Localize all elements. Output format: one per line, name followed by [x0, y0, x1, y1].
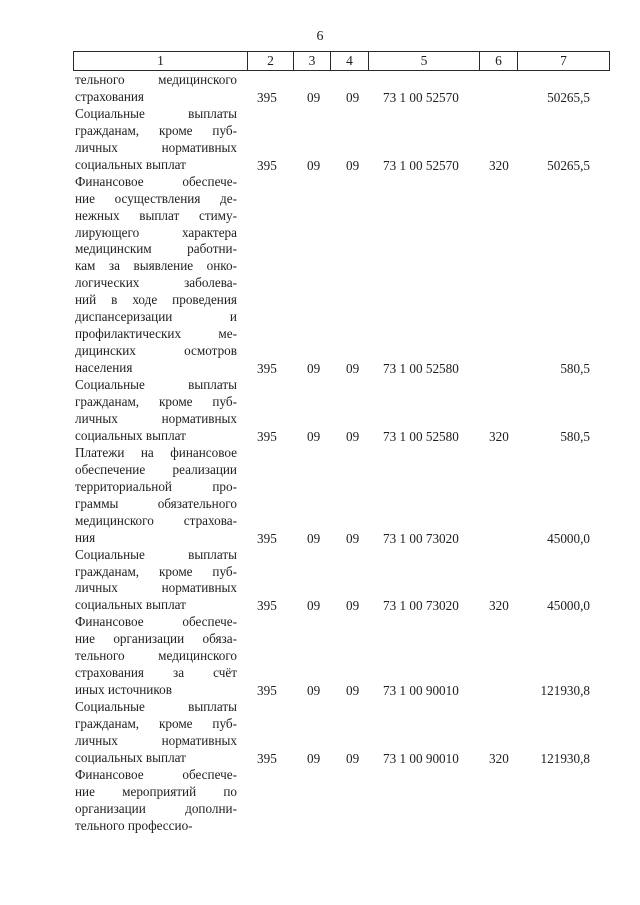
section-code: 09: [307, 157, 321, 173]
description-line: социальных выплат: [75, 427, 186, 443]
amount: 50265,5: [547, 89, 590, 105]
expense-type-code: 320: [489, 750, 509, 766]
subsection-code: 09: [346, 428, 360, 444]
description-line: Социальные выплаты: [75, 377, 237, 393]
ministry-code: 395: [257, 361, 277, 377]
page-number: 6: [316, 29, 324, 44]
table-row: [0, 699, 640, 767]
target-article-code: 73 1 00 90010: [383, 683, 459, 699]
header-col-3: 3: [294, 52, 331, 71]
subsection-code: 09: [346, 157, 360, 173]
table-row: [0, 614, 640, 699]
target-article-code: 73 1 00 73020: [383, 598, 459, 614]
header-col-1: 1: [74, 52, 248, 71]
ministry-code: 395: [257, 89, 277, 105]
expense-type-code: 320: [489, 598, 509, 614]
subsection-code: 09: [346, 89, 360, 105]
section-code: 09: [307, 530, 321, 546]
amount: 121930,8: [540, 683, 590, 699]
target-article-code: 73 1 00 52570: [383, 89, 459, 105]
row-description: [75, 445, 237, 547]
ministry-code: 395: [257, 750, 277, 766]
row-description: [75, 614, 237, 699]
table-row: [0, 72, 640, 106]
description-line: гражданам, кроме пуб-: [75, 394, 237, 410]
header-col-2: 2: [248, 52, 294, 71]
target-article-code: 73 1 00 52570: [383, 157, 459, 173]
description-line: Финансовое обеспече-: [75, 614, 237, 630]
description-line: организации дополни-: [75, 800, 237, 816]
description-line: Социальные выплаты: [75, 105, 237, 121]
row-description: [75, 106, 237, 174]
description-line: личных нормативных: [75, 410, 237, 426]
description-line: гражданам, кроме пуб-: [75, 563, 237, 579]
description-line: территориальной про-: [75, 478, 237, 494]
expense-type-code: 320: [489, 428, 509, 444]
description-line: тельного медицинского: [75, 72, 237, 87]
amount: 45000,0: [547, 598, 590, 614]
ministry-code: 395: [257, 683, 277, 699]
description-line: ние осуществления де-: [75, 190, 237, 206]
section-code: 09: [307, 598, 321, 614]
row-description: [75, 72, 237, 106]
description-line: логических заболева-: [75, 275, 237, 291]
description-line: Социальные выплаты: [75, 699, 237, 715]
description-line: ние организации обяза-: [75, 631, 237, 647]
header-col-4: 4: [331, 52, 369, 71]
section-code: 09: [307, 89, 321, 105]
description-line: тельного медицинского: [75, 648, 237, 664]
description-line: ния: [75, 529, 96, 545]
description-line: кам за выявление онко-: [75, 258, 237, 274]
table-row: [0, 174, 640, 377]
ministry-code: 395: [257, 530, 277, 546]
target-article-code: 73 1 00 73020: [383, 530, 459, 546]
amount: 50265,5: [547, 157, 590, 173]
target-article-code: 73 1 00 52580: [383, 428, 459, 444]
description-line: населения: [75, 360, 133, 375]
amount: 45000,0: [547, 530, 590, 546]
subsection-code: 09: [346, 683, 360, 699]
row-description: [75, 377, 237, 445]
description-line: лирующего характера: [75, 224, 237, 240]
target-article-code: 73 1 00 52580: [383, 361, 459, 377]
amount: 121930,8: [540, 750, 590, 766]
target-article-code: 73 1 00 90010: [383, 750, 459, 766]
description-line: личных нормативных: [75, 580, 237, 596]
subsection-code: 09: [346, 750, 360, 766]
table-header: [73, 51, 610, 71]
description-line: гражданам, кроме пуб-: [75, 122, 237, 138]
row-description: [75, 699, 237, 767]
description-line: медицинского страхова-: [75, 512, 237, 528]
description-line: личных нормативных: [75, 733, 237, 749]
amount: 580,5: [560, 428, 590, 444]
description-line: профилактических ме-: [75, 326, 237, 342]
section-code: 09: [307, 361, 321, 377]
description-line: социальных выплат: [75, 156, 186, 172]
section-code: 09: [307, 683, 321, 699]
header-col-7: 7: [518, 52, 610, 71]
subsection-code: 09: [346, 598, 360, 614]
description-line: диспансеризации и: [75, 309, 237, 325]
description-line: тельного профессио-: [75, 817, 193, 833]
description-line: дицинских осмотров: [75, 343, 237, 359]
header-col-6: 6: [480, 52, 518, 71]
description-line: граммы обязательного: [75, 495, 237, 511]
description-line: медицинским работни-: [75, 241, 237, 257]
description-line: Социальные выплаты: [75, 546, 237, 562]
subsection-code: 09: [346, 361, 360, 377]
description-line: личных нормативных: [75, 139, 237, 155]
ministry-code: 395: [257, 598, 277, 614]
description-line: страхования: [75, 88, 144, 104]
description-line: Финансовое обеспече-: [75, 766, 237, 782]
table-row: [0, 767, 640, 835]
row-description: [75, 547, 237, 615]
description-line: социальных выплат: [75, 749, 186, 765]
amount: 580,5: [560, 361, 590, 377]
expense-type-code: 320: [489, 157, 509, 173]
ministry-code: 395: [257, 428, 277, 444]
table-row: [0, 377, 640, 445]
header-col-5: 5: [369, 52, 480, 71]
row-description: [75, 767, 237, 835]
description-line: ний в ходе проведения: [75, 292, 237, 308]
table-row: [0, 106, 640, 174]
table-row: [0, 445, 640, 547]
section-code: 09: [307, 428, 321, 444]
ministry-code: 395: [257, 157, 277, 173]
section-code: 09: [307, 750, 321, 766]
description-line: Финансовое обеспече-: [75, 173, 237, 189]
description-line: нежных выплат стиму-: [75, 207, 237, 223]
table-row: [0, 547, 640, 615]
description-line: гражданам, кроме пуб-: [75, 716, 237, 732]
description-line: социальных выплат: [75, 597, 186, 613]
description-line: иных источников: [75, 682, 172, 698]
description-line: Платежи на финансовое: [75, 444, 237, 460]
description-line: страхования за счёт: [75, 665, 237, 681]
description-line: ние мероприятий по: [75, 783, 237, 799]
description-line: обеспечение реализации: [75, 461, 237, 477]
subsection-code: 09: [346, 530, 360, 546]
row-description: [75, 174, 237, 377]
